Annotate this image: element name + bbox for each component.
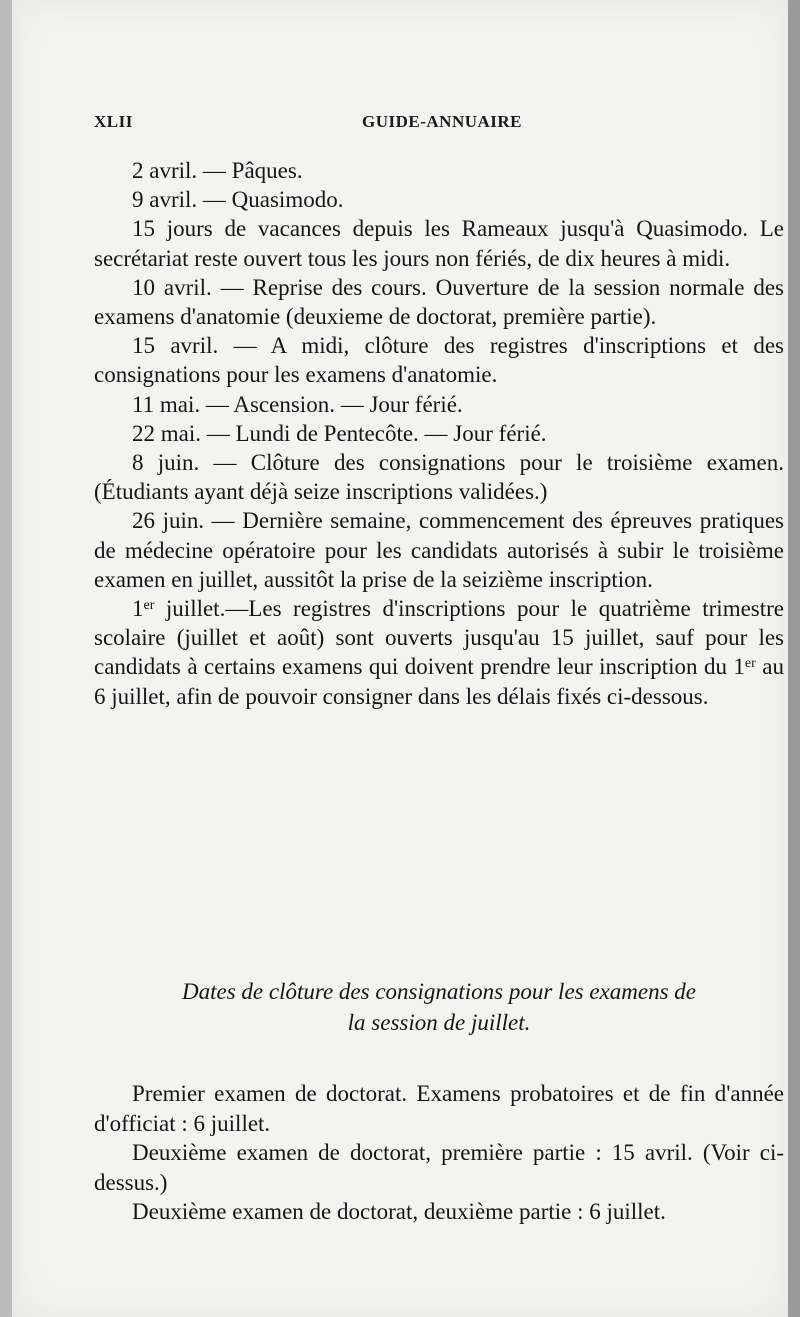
entry-text: — Pâques. [197, 158, 303, 183]
entry-juillet [94, 594, 784, 711]
deadline-item: Deuxième examen de doctorat, première partie : 15 avril. (Voir ci-dessus.) [94, 1140, 784, 1195]
entry-text: — Lundi de Pentecôte. — Jour férié. [201, 420, 547, 446]
entry-date: 10 avril. [132, 274, 212, 300]
calendar-entries [94, 156, 784, 711]
entry-day: 1 [132, 596, 144, 622]
section-heading-line: Dates de clôture des consignations pour les examens de [182, 979, 696, 1004]
book-page [12, 0, 788, 1317]
ordinal-suffix: er [744, 656, 756, 672]
entry-reprise [94, 273, 784, 331]
entry-text: — Clôture des consignations pour le troisième examen. (Étudiants ayant déjà seize inscriptions validées.) [94, 450, 785, 505]
entry-date: 9 avril. [132, 187, 198, 213]
section-heading-line: la session de juillet. [347, 1010, 531, 1035]
entry-day: 1 [733, 654, 745, 680]
page-edge-shadow [788, 0, 800, 1317]
entry-date: 11 mai. [132, 391, 201, 417]
entry-text: — A midi, clôture des registres d'inscriptions et des consignations pour les examens d'anatomie. [94, 333, 784, 388]
section-heading [94, 976, 784, 1038]
entry-ascension [94, 390, 784, 419]
entry-text: — Dernière semaine, commencement des épreuves pratiques de médecine opératoire pour les candidats autorisés à subir le troisième examen en juillet, aussitôt la prise de la seizième inscription. [94, 508, 784, 592]
entry-quasimodo [94, 185, 784, 214]
entry-date: 8 juin. [132, 450, 200, 476]
ordinal-suffix: er [143, 598, 155, 614]
entry-troisieme-examen [94, 448, 784, 506]
deadline-item: Premier examen de doctorat. Examens probatoires et de fin d'année d'officiat : 6 juillet. [94, 1081, 784, 1136]
entry-cloture-anatomie [94, 331, 784, 389]
entry-text: 15 jours de vacances depuis les Rameaux jusqu'à Quasimodo. Le secrétariat reste ouvert tous les jours non fériés, de dix heures à midi. [94, 216, 784, 271]
entry-text: au 6 juillet, afin de pouvoir consigner dans les délais fixés ci-dessous. [94, 654, 784, 709]
entry-text: — Ascension. — Jour férié. [200, 391, 463, 417]
page-header [94, 112, 784, 142]
entry-vacances [94, 214, 784, 272]
deadline-item: Deuxième examen de doctorat, deuxième partie : 6 juillet. [132, 1199, 666, 1224]
deadline-list [94, 1079, 784, 1227]
entry-text: — Quasimodo. [197, 187, 344, 213]
entry-date: 22 mai. [132, 420, 201, 446]
entry-date: 26 juin. [132, 508, 205, 534]
entry-derniere-semaine [94, 506, 784, 594]
entry-date: 15 avril. [132, 333, 219, 359]
entry-text: — Reprise des cours. Ouverture de la session normale des examens d'anatomie (deuxieme de doctorat, première partie). [94, 274, 784, 330]
entry-text: juillet.—Les registres d'inscriptions pour le quatrième trimestre scolaire (juillet et août) sont ouverts jusqu'au 15 juillet, sauf pour les candidats à certains examens qui doivent prendre leur inscription du [94, 596, 784, 680]
running-title: GUIDE-ANNUAIRE [362, 112, 523, 131]
page-number: XLII [94, 112, 133, 131]
entry-date: 2 avril. [132, 158, 198, 183]
entry-paques [94, 156, 784, 185]
entry-pentecote [94, 419, 784, 448]
